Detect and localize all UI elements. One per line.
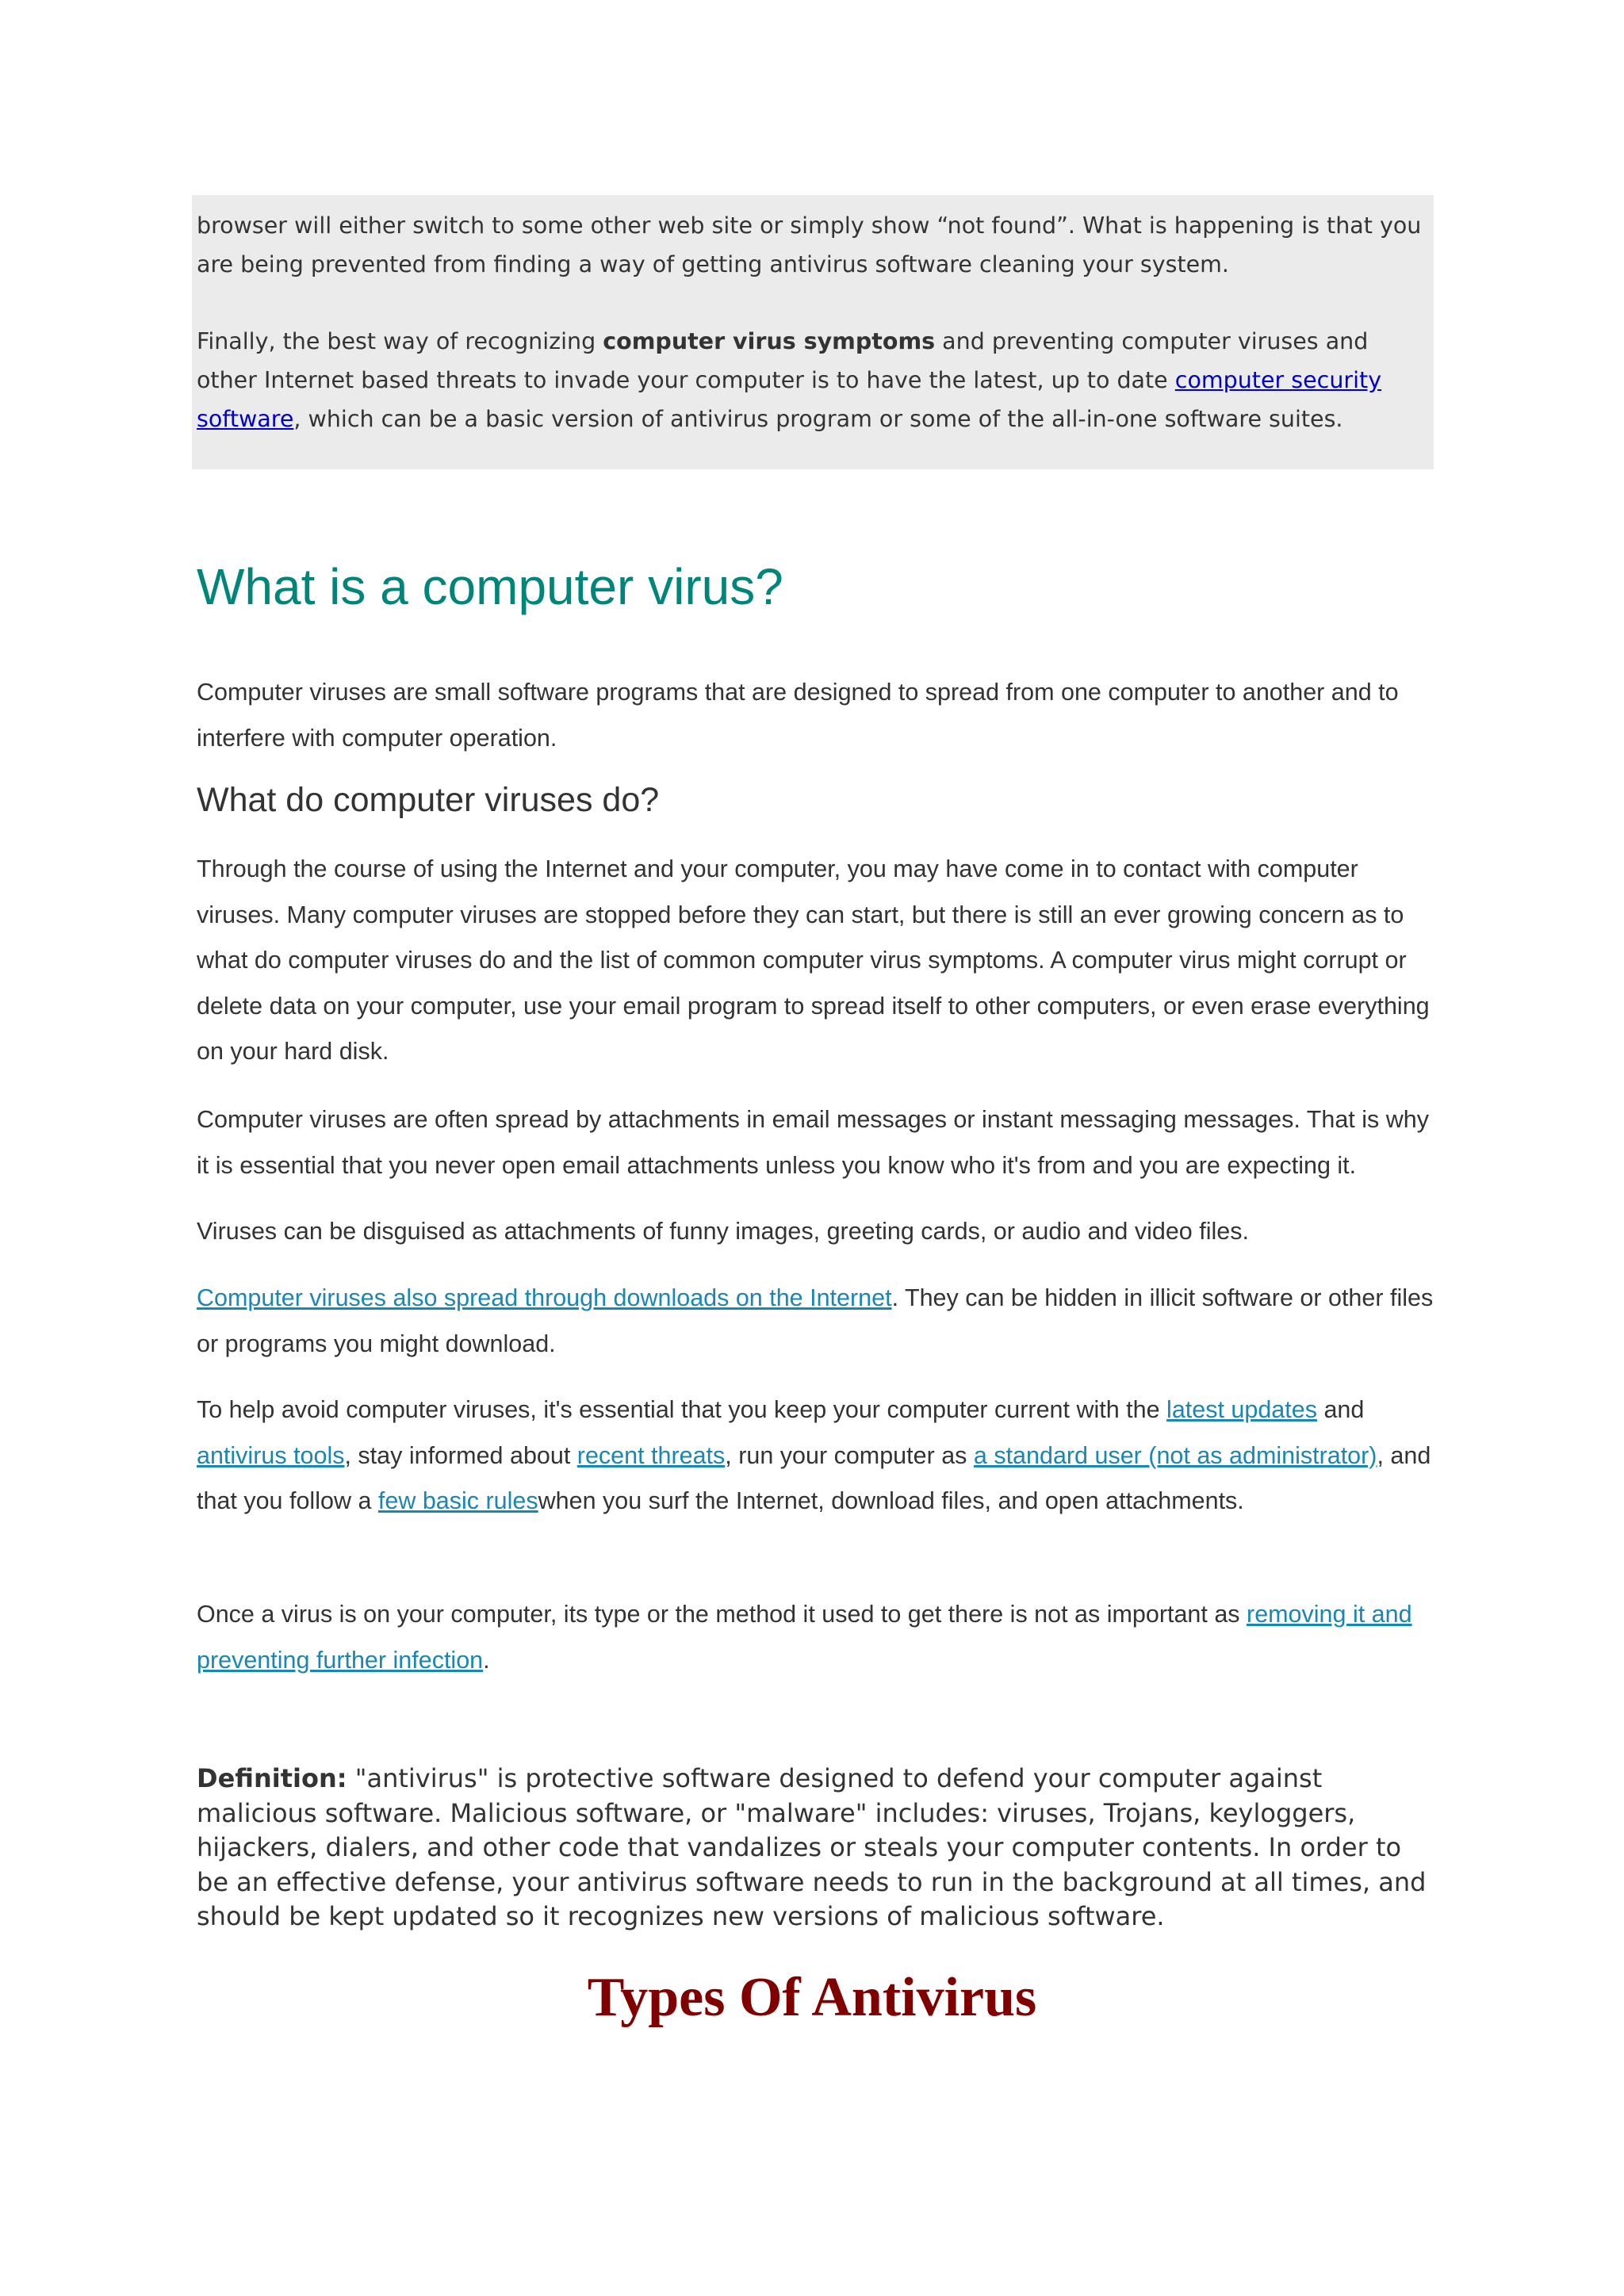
definition-text: "antivirus" is protective software designed to defend your computer against malicious software. Malicious software, or "malware" includes: viruses, Trojans, keyloggers, hijackers, dialers, and other code that vandalizes or steals your computer contents. In order to be an effective defense, your antivirus software needs to run in the background at all times, and should be kept updated so it recognizes new versions of malicious software.	[197, 1763, 1427, 1931]
avoid-text-6: when you surf the Internet, download files, and open attachments.	[538, 1487, 1244, 1514]
downloads-link[interactable]: Computer viruses also spread through downloads on the Internet	[197, 1284, 892, 1311]
page-title: What is a computer virus?	[197, 558, 783, 615]
intro-p2-text-b: and preventing computer viruses and other Internet based threats to invade your computer is to have the latest, up to date	[197, 328, 1369, 393]
paragraph-once	[197, 1592, 1434, 1683]
paragraph-what-do: Through the course of using the Internet and your computer, you may have come in to contact with computer viruses. Many computer viruses are stopped before they can start, but there is still an ever growing concern as to what do computer viruses do and the list of common computer virus symptoms. A computer virus might corrupt or delete data on your computer, use your email program to spread itself to other computers, or even erase everything on your hard disk.	[197, 855, 1430, 1065]
paragraph-email: Computer viruses are often spread by attachments in email messages or instant messaging messages. That is why it is essential that you never open email attachments unless you know who it's from and you are expecting it.	[197, 1106, 1429, 1179]
recent-threats-link[interactable]: recent threats	[576, 1441, 726, 1469]
intro-p2-text-a: Finally, the best way of recognizing	[197, 328, 603, 354]
computer-security-software-link[interactable]: computer security software	[197, 367, 1382, 432]
definition-label: Definition:	[197, 1763, 347, 1793]
antivirus-tools-link[interactable]: antivirus tools	[197, 1441, 345, 1469]
standard-user-link[interactable]: a standard user (not as administrator)	[973, 1441, 1377, 1469]
avoid-text-3: , stay informed about	[344, 1441, 577, 1469]
once-text: Once a virus is on your computer, its type or the method it used to get there is not as important as	[197, 1601, 1247, 1628]
section-heading: What do computer viruses do?	[197, 781, 660, 819]
paragraph-disguise: Viruses can be disguised as attachments of funny images, greeting cards, or audio and video files.	[197, 1218, 1249, 1245]
downloads-text: . They can be hidden in illicit software or other files or programs you might download.	[197, 1284, 1434, 1357]
paragraph-downloads	[197, 1276, 1434, 1367]
avoid-text-5: , and that you follow a	[197, 1441, 1431, 1514]
avoid-text-2: and	[1316, 1396, 1365, 1423]
avoid-text-4: , run your computer as	[725, 1441, 974, 1469]
avoid-text-1: To help avoid computer viruses, it's essential that you keep your computer current with the	[197, 1396, 1167, 1423]
intro-box	[192, 195, 1434, 469]
paragraph-avoid	[197, 1387, 1434, 1525]
basic-rules-link[interactable]: few basic rules	[377, 1487, 538, 1514]
latest-updates-link[interactable]: latest updates	[1166, 1396, 1317, 1423]
intro-p2-text-c: , which can be a basic version of antivirus program or some of the all-in-one software suites.	[293, 406, 1343, 432]
paragraph-intro: Computer viruses are small software programs that are designed to spread from one computer to another and to interfere with computer operation.	[197, 679, 1399, 752]
intro-paragraph-2	[197, 322, 1434, 438]
definition-paragraph	[197, 1762, 1434, 1934]
once-end: .	[483, 1646, 490, 1674]
removing-it-link[interactable]: removing it and preventing further infection	[197, 1601, 1412, 1674]
types-heading: Types Of Antivirus	[587, 1967, 1037, 2028]
intro-p2-bold: computer virus symptoms	[603, 328, 936, 354]
intro-paragraph-1: browser will either switch to some other web site or simply show “not found”. What is happening is that you are being prevented from finding a way of getting antivirus software cleaning your system.	[197, 212, 1422, 277]
